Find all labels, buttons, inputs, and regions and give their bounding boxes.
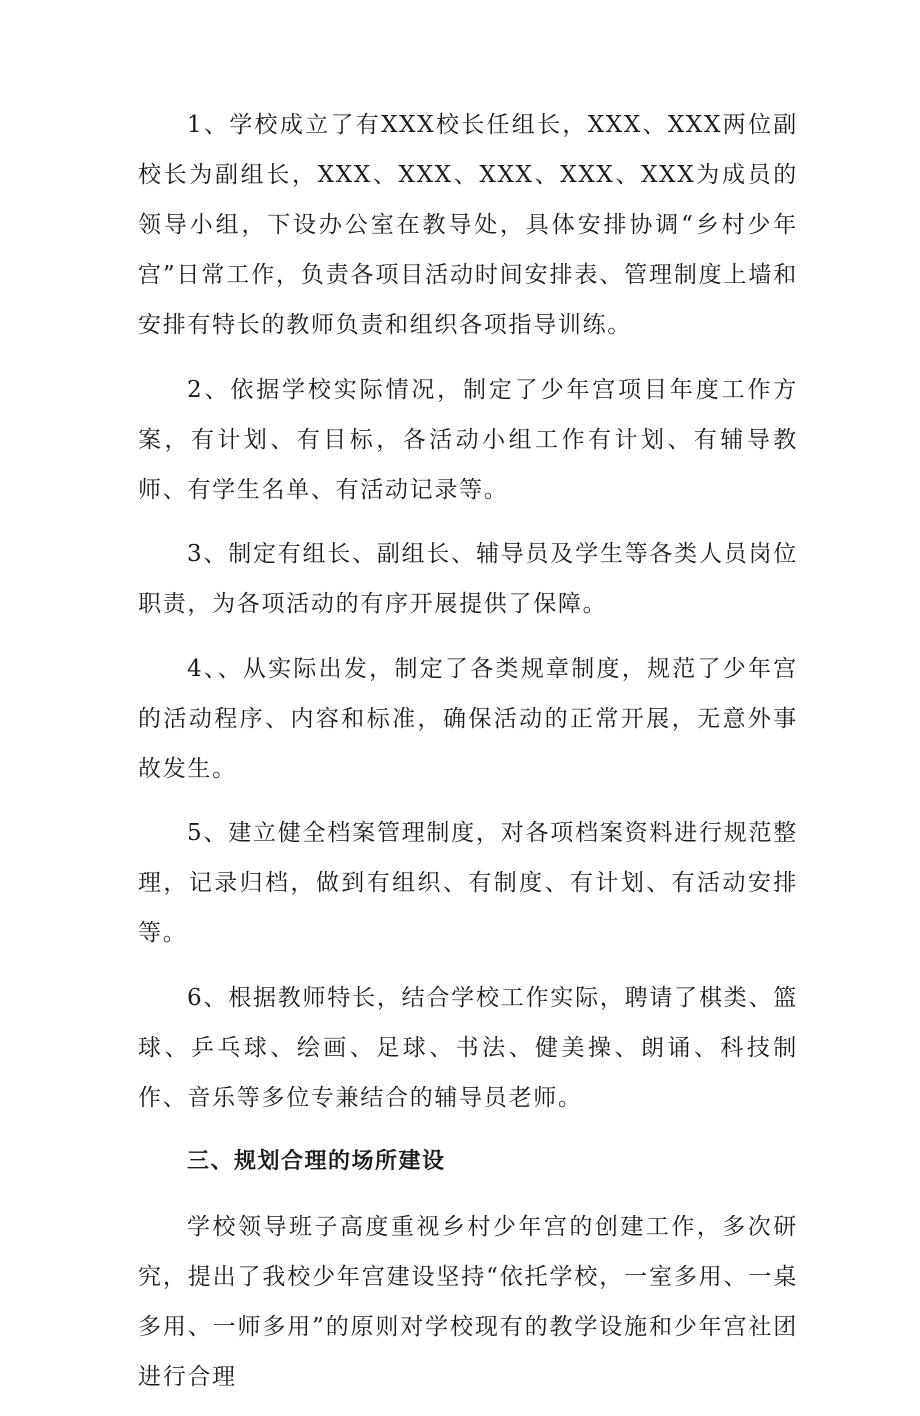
section-paragraph: 学校领导班子高度重视乡村少年宫的创建工作，多次研究，提出了我校少年宫建设坚持“依托学校，一室多用、一桌多用、一师多用”的原则对学校现有的教学设施和少年宫社团进行合理 — [138, 1213, 798, 1390]
paragraph-6: 6、根据教师特长，结合学校工作实际，聘请了棋类、篮球、乒乓球、绘画、足球、书法、健美操、朗诵、科技制作、音乐等多位专兼结合的辅导员老师。 — [138, 984, 798, 1111]
paragraph-2: 2、依据学校实际情况，制定了少年宫项目年度工作方案，有计划、有目标，各活动小组工作有计划、有辅导教师、有学生名单、有活动记录等。 — [138, 376, 798, 503]
paragraph-5: 5、建立健全档案管理制度，对各项档案资料进行规范整理，记录归档，做到有组织、有制度、有计划、有活动安排等。 — [138, 820, 798, 946]
section-heading: 三、规划合理的场所建设 — [187, 1149, 446, 1174]
paragraph-4: 4、、从实际出发，制定了各类规章制度，规范了少年宫的活动程序、内容和标准，确保活动的正常开展，无意外事故发生。 — [138, 655, 798, 782]
document-body — [138, 100, 798, 1416]
paragraph-3: 3、制定有组长、副组长、辅导员及学生等各类人员岗位职责，为各项活动的有序开展提供了保障。 — [138, 541, 798, 617]
paragraph-1: 1、学校成立了有XXX校长任组长，XXX、XXX两位副校长为副组长，XXX、XXX、XXX、XXX、XXX为成员的领导小组，下设办公室在教导处，具体安排协调“乡村少年宫”日常工作，负责各项目活动时间安排表、管理制度上墙和安排有特长的教师负责和组织各项指导训练。 — [138, 112, 798, 338]
